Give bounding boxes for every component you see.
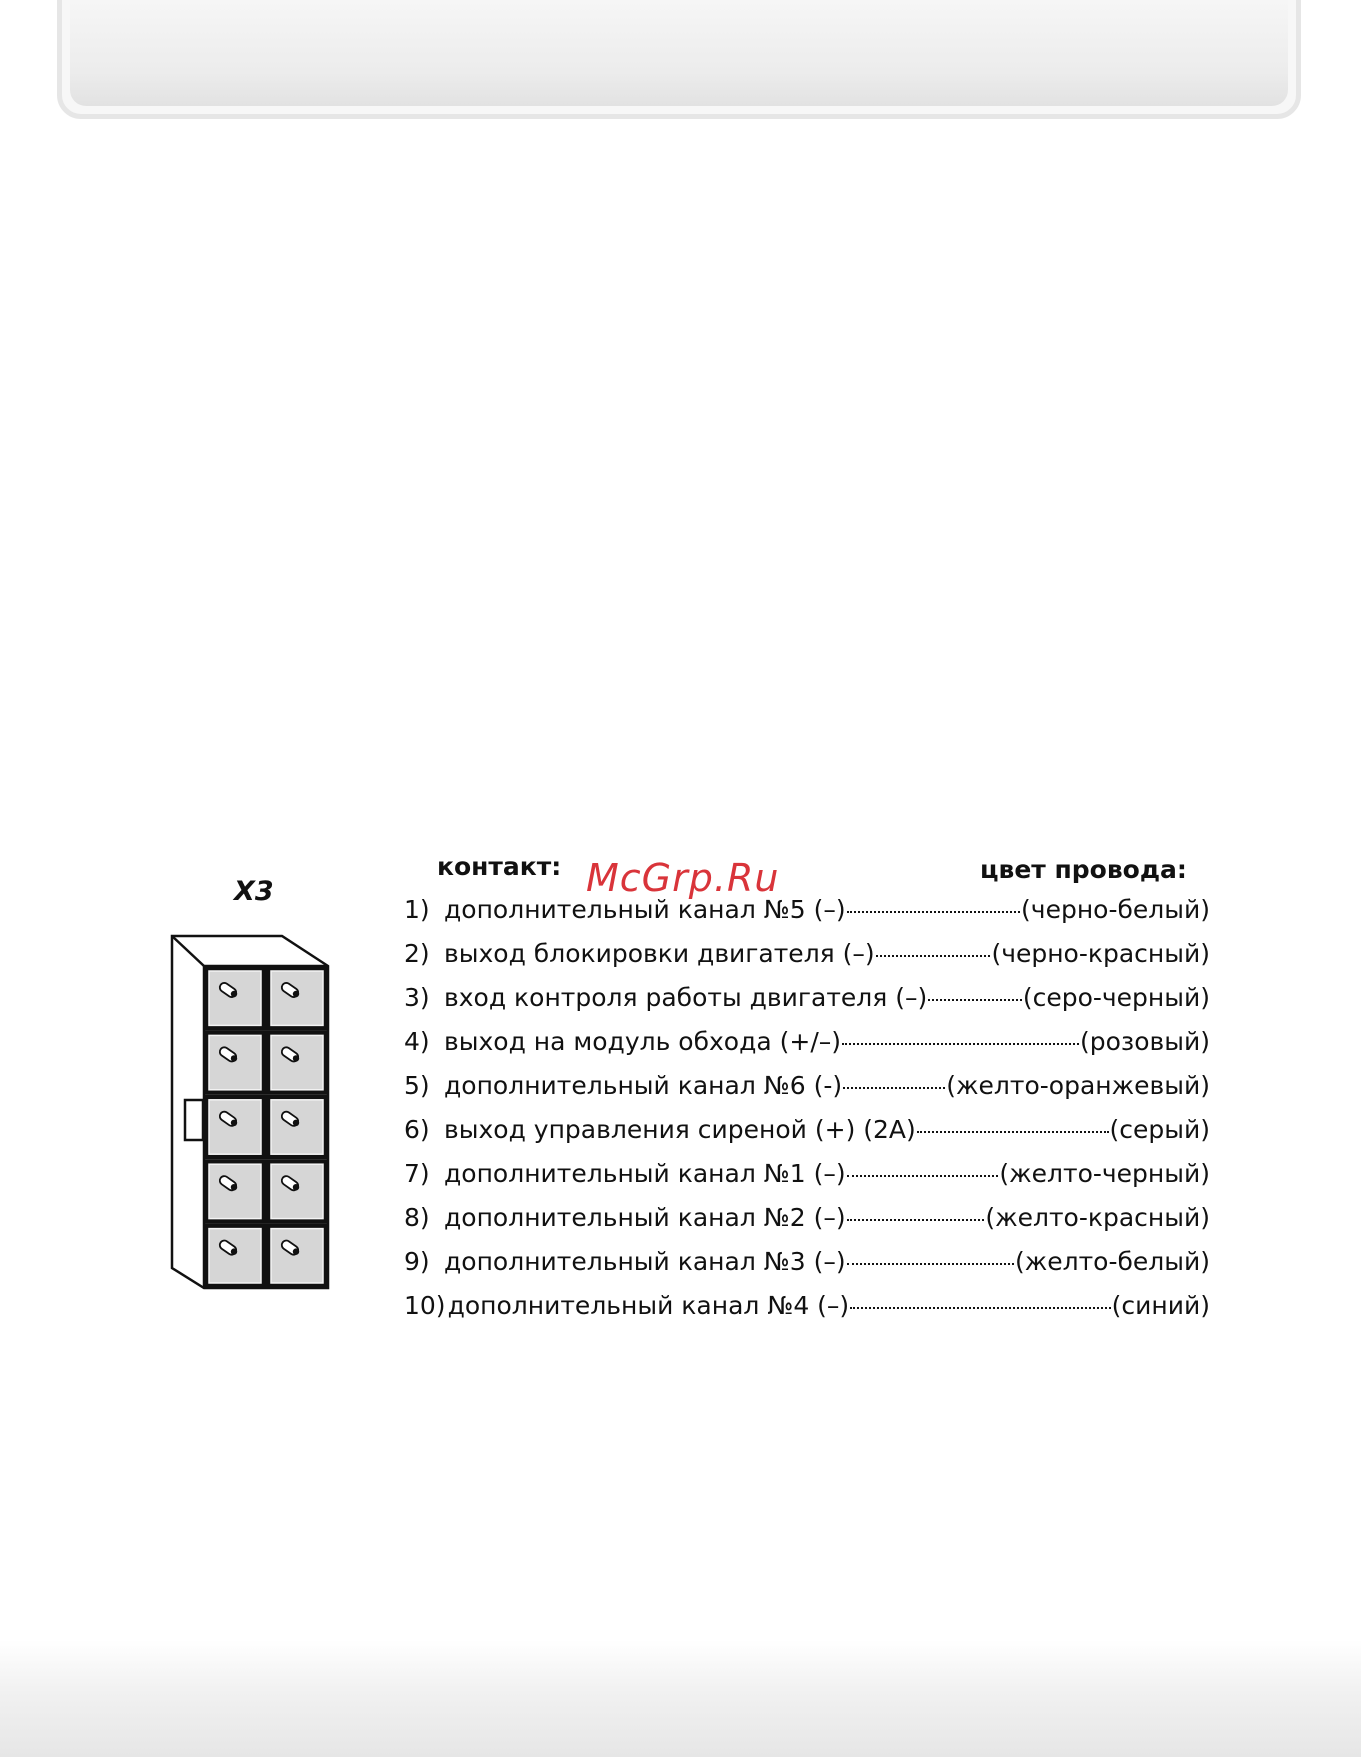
pin-function: дополнительный канал №4 (–) (447, 1291, 850, 1320)
pin-row (404, 1071, 1210, 1115)
dot-leader (850, 1307, 1110, 1309)
pin-row (404, 983, 1210, 1027)
wire-color: (черно-белый) (1021, 895, 1210, 924)
pin-row (404, 1291, 1210, 1335)
pin-row (404, 895, 1210, 939)
pin-number: 8) (404, 1203, 430, 1232)
page-header-panel (70, 0, 1288, 106)
connector-latch (185, 1100, 203, 1140)
dot-leader (847, 1219, 985, 1221)
pin-function: дополнительный канал №2 (–) (444, 1203, 846, 1232)
contact-column-header: контакт: (437, 852, 562, 881)
wire-color: (желто-оранжевый) (946, 1071, 1210, 1100)
dot-leader (928, 999, 1022, 1001)
pin-number: 5) (404, 1071, 430, 1100)
dot-leader (847, 911, 1020, 913)
pin-list (404, 895, 1210, 1335)
pin-row (404, 939, 1210, 983)
pin-function: дополнительный канал №3 (–) (444, 1247, 846, 1276)
connector-pin-cell (266, 966, 328, 1030)
connector-pin-cell (204, 1030, 266, 1094)
dot-leader (847, 1263, 1014, 1265)
connector-pin-cell (204, 1224, 266, 1288)
pin-function: выход управления сиреной (+) (2А) (444, 1115, 916, 1144)
connector-pin-cell (204, 966, 266, 1030)
watermark: McGrp.Ru (586, 856, 780, 900)
pin-number: 4) (404, 1027, 430, 1056)
pin-number: 10) (404, 1291, 446, 1320)
connector-pin-cell (266, 1030, 328, 1094)
pin-number: 2) (404, 939, 430, 968)
pin-row (404, 1115, 1210, 1159)
connector-pin-cell (266, 1159, 328, 1223)
dot-leader (917, 1131, 1109, 1133)
pin-function: дополнительный канал №6 (-) (444, 1071, 843, 1100)
pin-number: 7) (404, 1159, 430, 1188)
connector-x3-diagram (170, 934, 332, 1290)
pin-function: дополнительный канал №5 (–) (444, 895, 846, 924)
page-header-frame (57, 0, 1301, 119)
connector-pin-cell (266, 1224, 328, 1288)
connector-pin-cell (204, 1159, 266, 1223)
pin-function: вход контроля работы двигателя (–) (444, 983, 928, 1012)
pin-row (404, 1203, 1210, 1247)
wire-color: (желто-красный) (985, 1203, 1210, 1232)
pin-row (404, 1027, 1210, 1071)
wire-color-column-header: цвет провода: (980, 855, 1187, 884)
pin-number: 3) (404, 983, 430, 1012)
wire-color: (желто-черный) (999, 1159, 1210, 1188)
dot-leader (847, 1175, 999, 1177)
pin-row (404, 1159, 1210, 1203)
wire-color: (синий) (1111, 1291, 1210, 1320)
connector-pin-cell (204, 1095, 266, 1159)
pin-row (404, 1247, 1210, 1291)
pin-function: дополнительный канал №1 (–) (444, 1159, 846, 1188)
page-footer-band (0, 1640, 1361, 1757)
wire-color: (серый) (1109, 1115, 1210, 1144)
pin-number: 6) (404, 1115, 430, 1144)
dot-leader (843, 1087, 945, 1089)
pin-number: 1) (404, 895, 430, 924)
pin-function: выход на модуль обхода (+/–) (444, 1027, 842, 1056)
wire-color: (серо-черный) (1022, 983, 1210, 1012)
pin-function: выход блокировки двигателя (–) (444, 939, 875, 968)
wire-color: (розовый) (1080, 1027, 1210, 1056)
connector-pin-cell (266, 1095, 328, 1159)
wire-color: (черно-красный) (991, 939, 1210, 968)
connector-label: X3 (234, 876, 274, 907)
pin-number: 9) (404, 1247, 430, 1276)
dot-leader (876, 955, 991, 957)
dot-leader (842, 1043, 1079, 1045)
wire-color: (желто-белый) (1014, 1247, 1210, 1276)
